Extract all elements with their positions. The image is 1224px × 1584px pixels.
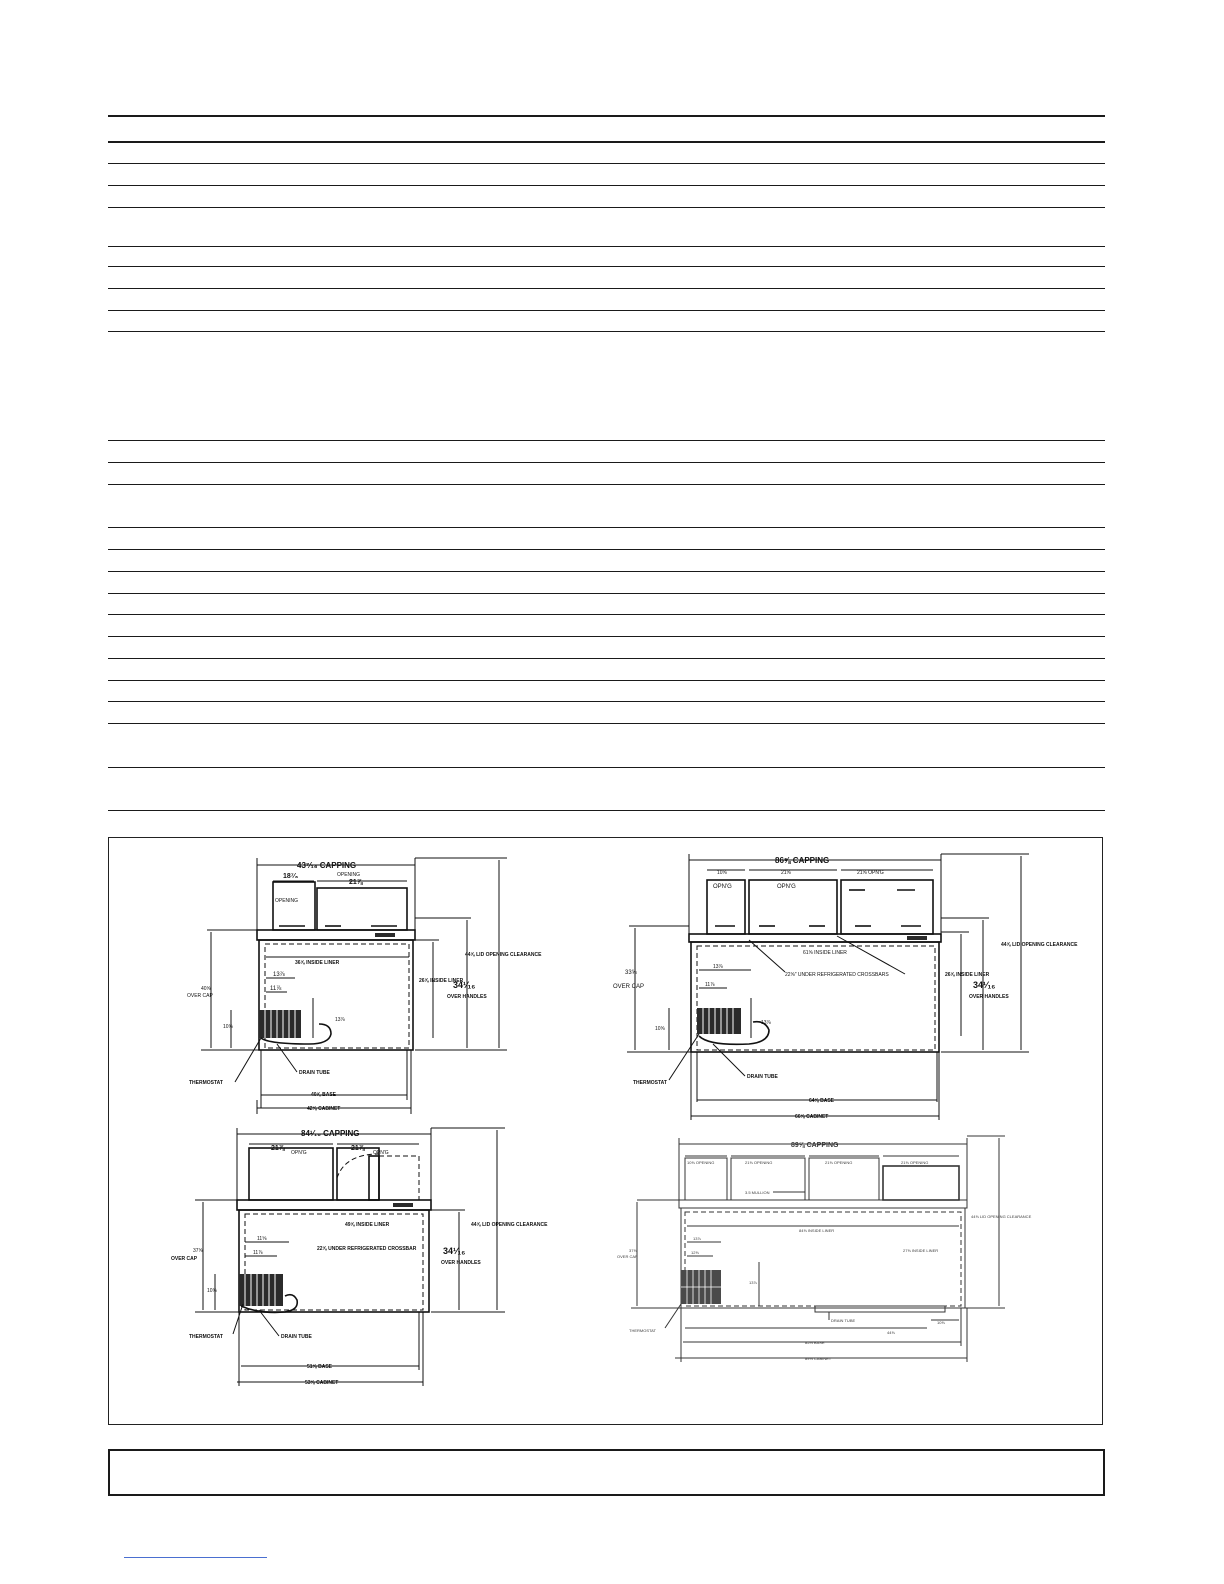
br-dim-10: 10⅝ [937, 1320, 945, 1325]
tl-cabinet: 42⅝ CABINET [307, 1106, 341, 1112]
table-rule [108, 810, 1105, 811]
bl-dim-10: 10⅝ [207, 1288, 217, 1294]
tl-dim-11: 11⅞ [270, 986, 282, 992]
table-rule [108, 310, 1105, 311]
tl-over-cap-label: OVER CAP [187, 993, 213, 999]
bl-over-cap-label: OVER CAP [171, 1256, 198, 1262]
table-rule [108, 701, 1105, 702]
tr-over-cap-label: OVER CAP [613, 984, 645, 990]
table-rule [108, 484, 1105, 485]
tl-lid-clearance: 44⅝ LID OPENING CLEARANCE [465, 952, 542, 958]
tr-dim-13: 13⅞ [713, 964, 723, 970]
tl-dim-10: 10⅝ [223, 1024, 233, 1030]
br-dim-13: 13⅞ [693, 1236, 701, 1241]
bl-over-cap-value: 37⅝ [193, 1248, 203, 1254]
bl-over-handles-value: 34¹⁄₁₆ [443, 1246, 466, 1256]
br-thermostat: THERMOSTAT [629, 1328, 656, 1333]
tr-cabinet: 66⅝ CABINET [795, 1114, 829, 1120]
br-dim-13b: 13⅞ [749, 1280, 757, 1285]
drawing-top-left [187, 858, 542, 1114]
br-mullion: 3.5 MULLION [745, 1190, 770, 1195]
table-top-rule [108, 115, 1105, 117]
dimension-drawings [109, 838, 1104, 1426]
tl-drain-tube: DRAIN TUBE [299, 1070, 330, 1076]
tr-inside-liner-h: 26⅝ INSIDE LINER [945, 972, 990, 978]
tl-opening-right: 21⅞ [349, 879, 363, 886]
table-rule [108, 636, 1105, 637]
table-rule [108, 658, 1105, 659]
table-rule [108, 185, 1105, 186]
tr-over-handles-label: OVER HANDLES [969, 994, 1009, 1000]
dimension-drawings-panel [108, 837, 1103, 1425]
br-drain-tube: DRAIN TUBE [831, 1318, 856, 1323]
table-rule [108, 288, 1105, 289]
br-cabinet: 89⅝ CABINET [805, 1356, 832, 1361]
table-rule [108, 767, 1105, 768]
tr-capping: 86⅝ CAPPING [775, 856, 830, 865]
bl-dim-11b: 11⅞ [253, 1250, 263, 1256]
table-rule [108, 723, 1105, 724]
br-base: 85⅝ BASE [805, 1340, 825, 1345]
tl-capping: 43⁷⁄₁₆ CAPPING [297, 861, 357, 870]
tr-opng2-label: OPN'G [777, 884, 796, 890]
tr-lid-clearance: 44⅝ LID OPENING CLEARANCE [1001, 942, 1078, 948]
tl-opening-right-label: OPENING [337, 872, 361, 878]
br-dim-44: 44⅝ [887, 1330, 895, 1335]
tr-crossbars: 22⅝" UNDER REFRIGERATED CROSSBARS [785, 972, 889, 978]
tl-dim-13b: 13⅞ [335, 1017, 345, 1023]
table-rule [108, 440, 1105, 441]
tr-inside-liner: 61⅝ INSIDE LINER [803, 950, 847, 956]
bl-opng2-label: OPN'G [373, 1150, 389, 1156]
br-over-cap-label: OVER CAP [617, 1254, 638, 1259]
bl-opng1-label: OPN'G [291, 1150, 307, 1156]
tl-base: 40⅝ BASE [311, 1092, 337, 1098]
br-opening3: 21⅝ OPENING [825, 1160, 853, 1165]
table-rule [108, 141, 1105, 143]
tl-opening-left: 18⁷⁄₈ [283, 873, 299, 880]
footer-link-underline[interactable] [124, 1557, 267, 1558]
tr-dim-11: 11⅞ [705, 982, 715, 988]
tl-over-handles-value: 34¹⁄₁₆ [453, 980, 476, 990]
tr-dim-10: 10⅝ [655, 1026, 665, 1032]
table-rule [108, 163, 1105, 164]
tr-opng3: 21⅝ OPN'G [857, 870, 884, 876]
tr-opng1-label: OPN'G [713, 884, 732, 890]
br-opening1: 10⅝ OPENING [687, 1160, 715, 1165]
br-over-cap-value: 37⅝ [629, 1248, 637, 1253]
table-rule [108, 246, 1105, 247]
tl-inside-liner-h: 26⅝ INSIDE LINER [419, 978, 464, 984]
tl-inside-liner: 36⅝ INSIDE LINER [295, 960, 340, 966]
tr-over-cap-value: 33⅝ [625, 970, 637, 976]
bl-opng2: 21⅞ [351, 1145, 365, 1152]
table-rule [108, 266, 1105, 267]
bl-crossbar: 22⅝ UNDER REFRIGERATED CROSSBAR [317, 1246, 417, 1252]
bl-base: 51⅝ BASE [307, 1364, 333, 1370]
table-rule [108, 462, 1105, 463]
tl-over-handles-label: OVER HANDLES [447, 994, 487, 1000]
note-box [108, 1449, 1105, 1496]
bl-over-handles-label: OVER HANDLES [441, 1260, 481, 1266]
table-rule [108, 527, 1105, 528]
tr-thermostat: THERMOSTAT [633, 1080, 667, 1086]
bl-lid-clearance: 44⅝ LID OPENING CLEARANCE [471, 1222, 548, 1228]
drawing-top-right [613, 854, 1078, 1120]
bl-drain-tube: DRAIN TUBE [281, 1334, 312, 1340]
br-inside-liner: 84⅝ INSIDE LINER [799, 1228, 835, 1233]
table-rule [108, 207, 1105, 208]
br-lid-clearance: 44⅝ LID OPENING CLEARANCE [971, 1214, 1032, 1219]
drawing-bottom-left [171, 1128, 548, 1386]
tr-drain-tube: DRAIN TUBE [747, 1074, 778, 1080]
bl-cabinet: 53⅝ CABINET [305, 1380, 339, 1386]
br-capping: 89⅝ CAPPING [791, 1142, 839, 1149]
drawing-bottom-right [617, 1136, 1032, 1362]
tl-over-cap-value: 40⅝ [201, 986, 211, 992]
table-rule [108, 680, 1105, 681]
br-dim-12: 12⅝ [691, 1250, 699, 1255]
table-rule [108, 593, 1105, 594]
br-inside-liner-h: 27⅝ INSIDE LINER [903, 1248, 939, 1253]
table-rule [108, 614, 1105, 615]
tr-over-handles-value: 34¹⁄₁₆ [973, 980, 996, 990]
tl-thermostat: THERMOSTAT [189, 1080, 223, 1086]
tr-opng1: 10⅝ [717, 870, 727, 876]
bl-inside-liner: 49⅝ INSIDE LINER [345, 1222, 390, 1228]
table-rule [108, 331, 1105, 332]
bl-thermostat: THERMOSTAT [189, 1334, 223, 1340]
bl-dim-11: 11⅝ [257, 1236, 267, 1242]
br-opening4: 21⅝ OPENING [901, 1160, 929, 1165]
tr-dim-13b: 13⅞ [761, 1020, 771, 1026]
tl-opening-left-label: OPENING [275, 898, 299, 904]
tr-base: 64⅝ BASE [809, 1098, 835, 1104]
table-rule [108, 549, 1105, 550]
bl-opng1: 21⅞ [271, 1145, 285, 1152]
br-opening2: 21⅝ OPENING [745, 1160, 773, 1165]
tl-dim-13: 13⅞ [273, 972, 285, 978]
table-rule [108, 571, 1105, 572]
bl-capping: 84¹⁄₁₆ CAPPING [301, 1129, 360, 1138]
tr-opng2: 21⅝ [781, 870, 791, 876]
